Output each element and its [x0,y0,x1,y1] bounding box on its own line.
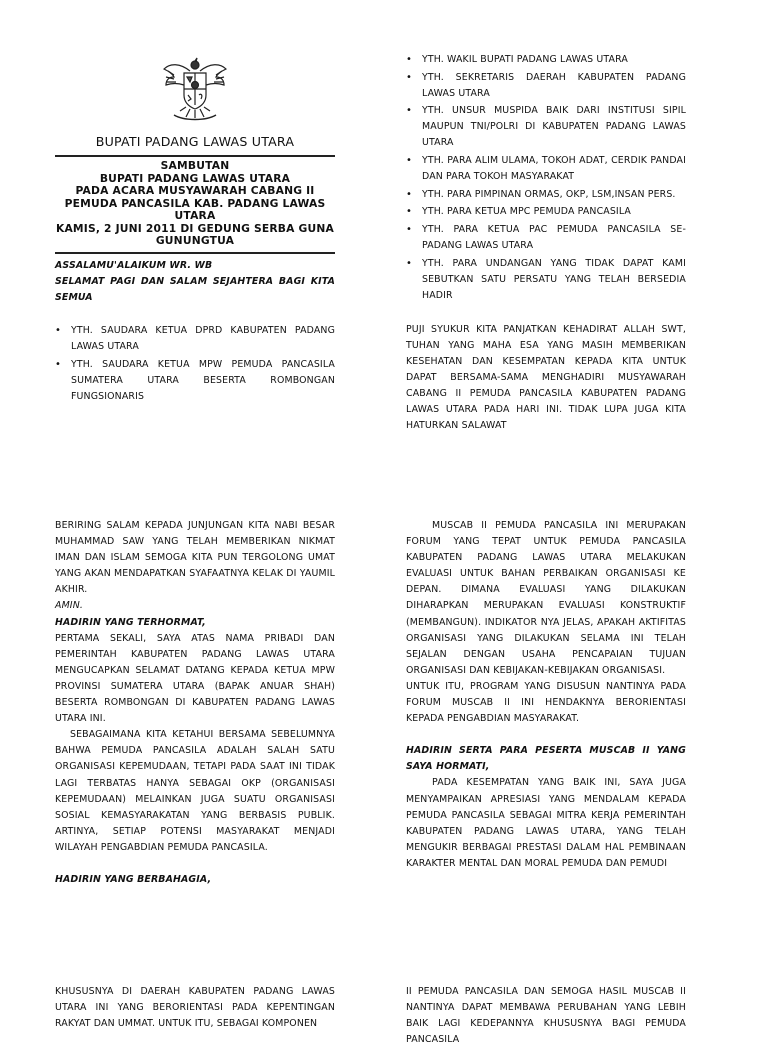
list-item: • YTH. UNSUR MUSPIDA BAIK DARI INSTITUSI SIPIL MAUPUN TNI/POLRI DI KABUPATEN PADANG LAWAS UTARA [406,103,686,151]
page-2 [0,500,768,970]
salutation-list [55,323,335,405]
speech-title-line: UTARA [174,209,216,222]
garuda-emblem-icon [160,55,230,123]
section-heading: HADIRIN YANG TERHORMAT, [55,616,206,628]
list-item: • YTH. WAKIL BUPATI PADANG LAWAS UTARA [406,52,686,68]
paragraph: BERIRING SALAM KEPADA JUNJUNGAN KITA NABI BESAR MUHAMMAD SAW YANG TELAH MEMBERIKAN NIKMAT IMAN DAN ISLAM SEMOGA KITA PUN TERGOLONG UMAT YANG AKAN MENDAPATKAN SYAFAATNYA KELAK DI YAUMIL AKHIR. [55,520,335,596]
paragraph: PADA KESEMPATAN YANG BAIK INI, SAYA JUGA MENYAMPAIKAN APRESIASI YANG MENDALAM KEPADA PEMUDA PANCASILA SEBAGAI MITRA KERJA PEMERINTAH KABUPATEN PADANG LAWAS UTARA, YANG TELAH MENGUKIR BERBAGAI PRESTASI DALAM HAL PEMBINAAN KARAKTER MENTAL DAN MORAL PEMUDA DAN PEMUDI [406,777,686,869]
title-divider [55,252,335,254]
greeting: ASSALAMU'ALAIKUM WR. WB [55,260,213,271]
paragraph: KHUSUSNYA DI DAERAH KABUPATEN PADANG LAWAS UTARA INI YANG BERORIENTASI PADA KEPENTINGAN RAKYAT DAN UMMAT. UNTUK ITU, SEBAGAI KOMPONEN [55,986,335,1030]
paragraph: PERTAMA SEKALI, SAYA ATAS NAMA PRIBADI DAN PEMERINTAH KABUPATEN PADANG LAWAS UTARA MENGUCAPKAN SELAMAT DATANG KEPADA KETUA MPW PROVINSI SUMATERA UTARA (BAPAK ANUAR SHAH) BESERTA ROMBONGAN DI KABUPATEN PADANG LAWAS UTARA INI. [55,632,335,725]
paragraph: II PEMUDA PANCASILA DAN SEMOGA HASIL MUSCAB II NANTINYA DAPAT MEMBAWA PERUBAHAN YANG LEBIH BAIK LAGI KEDEPANNYA KHUSUSNYA BAGI PEMUDA PANCASILA [406,986,686,1046]
section-heading: HADIRIN YANG BERBAHAGIA, [55,873,212,885]
page-3 [0,970,768,1046]
speech-title-line: PEMUDA PANCASILA KAB. PADANG LAWAS [64,196,326,210]
left-column [55,258,335,407]
speech-title-line: GUNUNGTUA [155,234,235,247]
closing-word: AMIN. [55,600,84,612]
right-column [406,518,686,872]
list-item: • YTH. PARA ALIM ULAMA, TOKOH ADAT, CERDIK PANDAI DAN PARA TOKOH MASYARAKAT [406,153,686,185]
paragraph: MUSCAB II PEMUDA PANCASILA INI MERUPAKAN FORUM YANG TEPAT UNTUK PEMUDA PANCASILA KABUPATEN PADANG LAWAS UTARA MELAKUKAN EVALUASI UNTUK BAHAN PERBAIKAN ORGANISASI KE DEPAN. DIMANA EVALUASI YANG DILAKUKAN DIHARAPKAN MERUPAKAN EVALUASI KONSTRUKTIF (MEMBANGUN). INDIKATOR NYA JELAS, APAKAH AKTIFITAS ORGANISASI YANG DILAKUKAN SELAMA INI TELAH SEJALAN DENGAN USAHA PENCAPAIAN TUJUAN ORGANISASI DAN KEBIJAKAN-KEBIJAKAN ORGANISASI. [406,520,686,676]
speech-title-line: KAMIS, 2 JUNI 2011 DI GEDUNG SERBA GUNA [55,221,335,235]
speech-title [55,160,335,248]
right-column [406,52,686,435]
paragraph: SEBAGAIMANA KITA KETAHUI BERSAMA SEBELUMNYA BAHWA PEMUDA PANCASILA ADALAH SALAH SATU ORGANISASI KEPEMUDAAN, TETAPI PADA SAAT INI TIDAK LAGI TERBATAS HANYA SEBAGAI OKP (ORGANISASI KEPEMUDAAN) MELAINKAN JUGA SUATU ORGANISASI SOSIAL KEMASYARAKATAN YANG BERBASIS PUBLIK. ARTINYA, SETIAP POTENSI MASYARAKAT MENJADI WILAYAH PENGABDIAN PEMUDA PANCASILA. [55,729,335,853]
section-heading: HADIRIN SERTA PARA PESERTA MUSCAB II YANG SAYA HORMATI, [406,745,686,773]
page-1 [0,0,768,500]
left-column [55,518,335,888]
list-item: • YTH. SEKRETARIS DAERAH KABUPATEN PADANG LAWAS UTARA [406,70,686,102]
header-divider [55,155,335,157]
list-item: • YTH. SAUDARA KETUA DPRD KABUPATEN PADANG LAWAS UTARA [55,323,335,355]
speech-title-line: SAMBUTAN [160,159,230,172]
right-column [406,984,686,1048]
speech-title-line: BUPATI PADANG LAWAS UTARA [99,171,291,185]
list-item: • YTH. PARA KETUA MPC PEMUDA PANCASILA [406,204,686,220]
list-item: • YTH. PARA UNDANGAN YANG TIDAK DAPAT KAMI SEBUTKAN SATU PERSATU YANG TELAH BERSEDIA HADIR [406,256,686,304]
list-item: • YTH. PARA KETUA PAC PEMUDA PANCASILA SE-PADANG LAWAS UTARA [406,222,686,254]
list-item: • YTH. SAUDARA KETUA MPW PEMUDA PANCASILA SUMATERA UTARA BESERTA ROMBONGAN FUNGSIONARIS [55,357,335,405]
document-header-title: BUPATI PADANG LAWAS UTARA [95,134,295,149]
speech-title-line: PADA ACARA MUSYAWARAH CABANG II [75,184,315,197]
greeting: SELAMAT PAGI DAN SALAM SEJAHTERA BAGI KITA SEMUA [55,276,335,304]
salutation-list [406,52,686,304]
list-item: • YTH. PARA PIMPINAN ORMAS, OKP, LSM,INSAN PERS. [406,187,686,203]
left-column [55,984,335,1032]
paragraph: UNTUK ITU, PROGRAM YANG DISUSUN NANTINYA PADA FORUM MUSCAB II INI HENDAKNYA BERORIENTASI KEPADA PENGABDIAN MASYARAKAT. [406,680,686,725]
paragraph: PUJI SYUKUR KITA PANJATKAN KEHADIRAT ALLAH SWT, TUHAN YANG MAHA ESA YANG MASIH MEMBERIKAN KESEHATAN DAN KESEMPATAN KEPADA KITA UNTUK DAPAT BERSAMA-SAMA MENGHADIRI MUSYAWARAH CABANG II PEMUDA PANCASILA KABUPATEN PADANG LAWAS UTARA PADA HARI INI. TIDAK LUPA JUGA KITA HATURKAN SALAWAT [406,323,686,432]
